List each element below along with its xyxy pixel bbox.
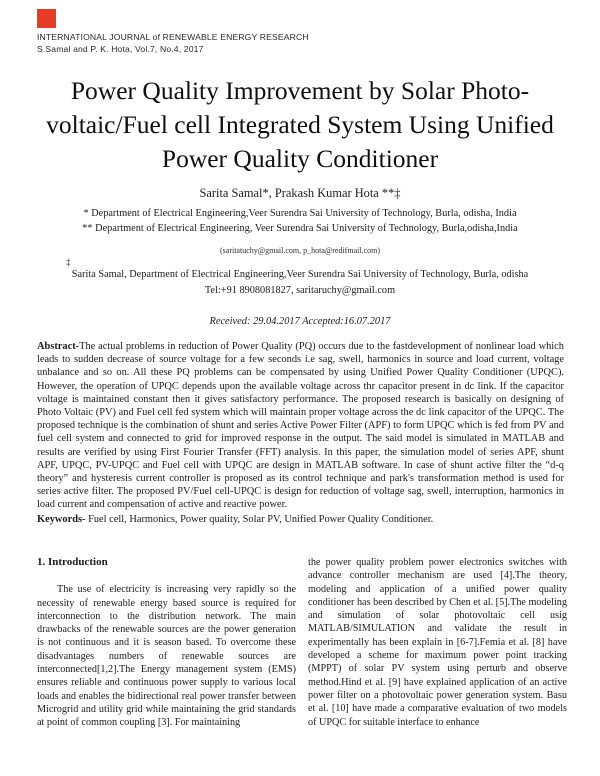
- section-heading-introduction: 1. Introduction: [37, 556, 108, 568]
- red-square-marker: [37, 9, 56, 28]
- corresponding-author-line: Sarita Samal, Department of Electrical Engineering,Veer Surendra Sai University of Technology, Burla, odisha: [71, 269, 529, 280]
- title-line-2: voltaic/Fuel cell Integrated System Using Unified: [46, 110, 554, 139]
- journal-name: INTERNATIONAL JOURNAL of RENEWABLE ENERGY RESEARCH: [37, 32, 309, 42]
- affiliation-line-2: ** Department of Electrical Engineering, Veer Surendra Sai University of Technology, Burla,odisha,India: [82, 222, 518, 234]
- corresponding-contact-line: Tel:+91 8908081827, saritaruchy@gmail.com: [204, 285, 396, 296]
- keywords-label: Keywords-: [37, 514, 86, 525]
- abstract-section: [37, 340, 564, 512]
- intro-paragraph-left: The use of electricity is increasing very rapidly so the necessity of renewable energy based source is required for interconnection to the distribution network. The main drawbacks of the renewable sources are the power generation is not continuous and it is season based. To overcome these disadvantages numbers of renewable sources are interconnected[1,2].The Energy management system (EMS) ensures reliable and continuous power supply to various local loads and enables the bidirectional real power transfer between Microgrid and utility grid while maintaining the grid standards at point of common coupling [3]. For maintaining: [37, 584, 296, 729]
- intro-paragraph-right: the power quality problem power electronics switches with advance controller mechanism are used [4].The theory, modeling and application of a unified power quality conditioner has been described by Chen et al. [5].The modeling and simulation of solar photovoltaic cell usig MATLAB/SIMULATION and validate the result in experimentally has been explain in [6-7].Femia et al. [8] have developed a scheme for maximum power point tracking (MPPT) of solar PV system using perturb and observe method.Hind et al. [9] have explained application of an active power filter on a photovoltaic power generation system. Basu et al. [10] have made a comparative evaluation of two models of UPQC for suitable interface to enhance: [308, 557, 567, 728]
- keywords-text: Fuel cell, Harmonics, Power quality, Solar PV, Unified Power Quality Conditioner.: [85, 514, 434, 525]
- authors-line: Sarita Samal*, Prakash Kumar Hota **‡: [199, 186, 401, 200]
- intro-left-column: [37, 556, 296, 730]
- affiliations: [0, 207, 600, 236]
- title-line-1: Power Quality Improvement by Solar Photo-: [70, 76, 530, 105]
- corresponding-author-mark: ‡: [66, 257, 71, 267]
- journal-header: [37, 32, 309, 55]
- journal-citation: S.Samal and P. K. Hota, Vol.7, No.4, 2017: [37, 43, 204, 54]
- title-line-3: Power Quality Conditioner: [161, 144, 439, 173]
- affiliation-line-1: * Department of Electrical Engineering,Veer Surendra Sai University of Technology, Burla, odisha, India: [83, 208, 517, 219]
- abstract-text: The actual problems in reduction of Power Quality (PQ) occurs due to the fastdevelopment of nonlinear load which leads to sudden decrease of source voltage for a few seconds i.e sag, swell, harmonics in source and load current, voltage unbalance and so on. All these PQ problems can be compensated by using Unified Power Quality Conditioner (UPQC). However, the operation of UPQC depends upon the available voltage across thr capacitor present in dc link. If the capacitor voltage is maintained constant then it gives satisfactory performance. The proposed research is basically on designing of Photo Voltaic (PV) and Fuel cell fed system which will maintain proper voltage across the dc link capacitor of the UPQC. The proposed technique is the combination of shunt and series Active Power Filter (APF) to form UPQC which is fed from PV and fuel cell system and connected to grid for improved response in the output. The said model is simulated in MATLAB and results are verified by using First Fourier Transfer (FFT) analysis. In this paper, the simulation model of series APF, shunt APF, UPQC, PV-UPQC and Fuel cell with UPQC are design in MATLAB software. In case of shunt active filter the “d-q theory” and hysteresis current controller is proposed as its control technique and park's transformation method is used for series active filter. The proposed PV/Fuel cell-UPQC is design for reduction of voltage sag, swell, interruption, harmonics in load current and compensation of active and reactive power.: [37, 341, 564, 511]
- introduction-section: [37, 556, 567, 730]
- paper-title: [0, 74, 600, 176]
- emails-line: (saritatuchy@gmail.com, p_hota@redifmail.com): [219, 246, 381, 255]
- keywords-line: [37, 514, 564, 525]
- abstract-label: Abstract-: [37, 341, 80, 352]
- intro-right-column: [308, 556, 567, 730]
- received-accepted-line: Received: 29.04.2017 Accepted:16.07.2017: [209, 316, 391, 327]
